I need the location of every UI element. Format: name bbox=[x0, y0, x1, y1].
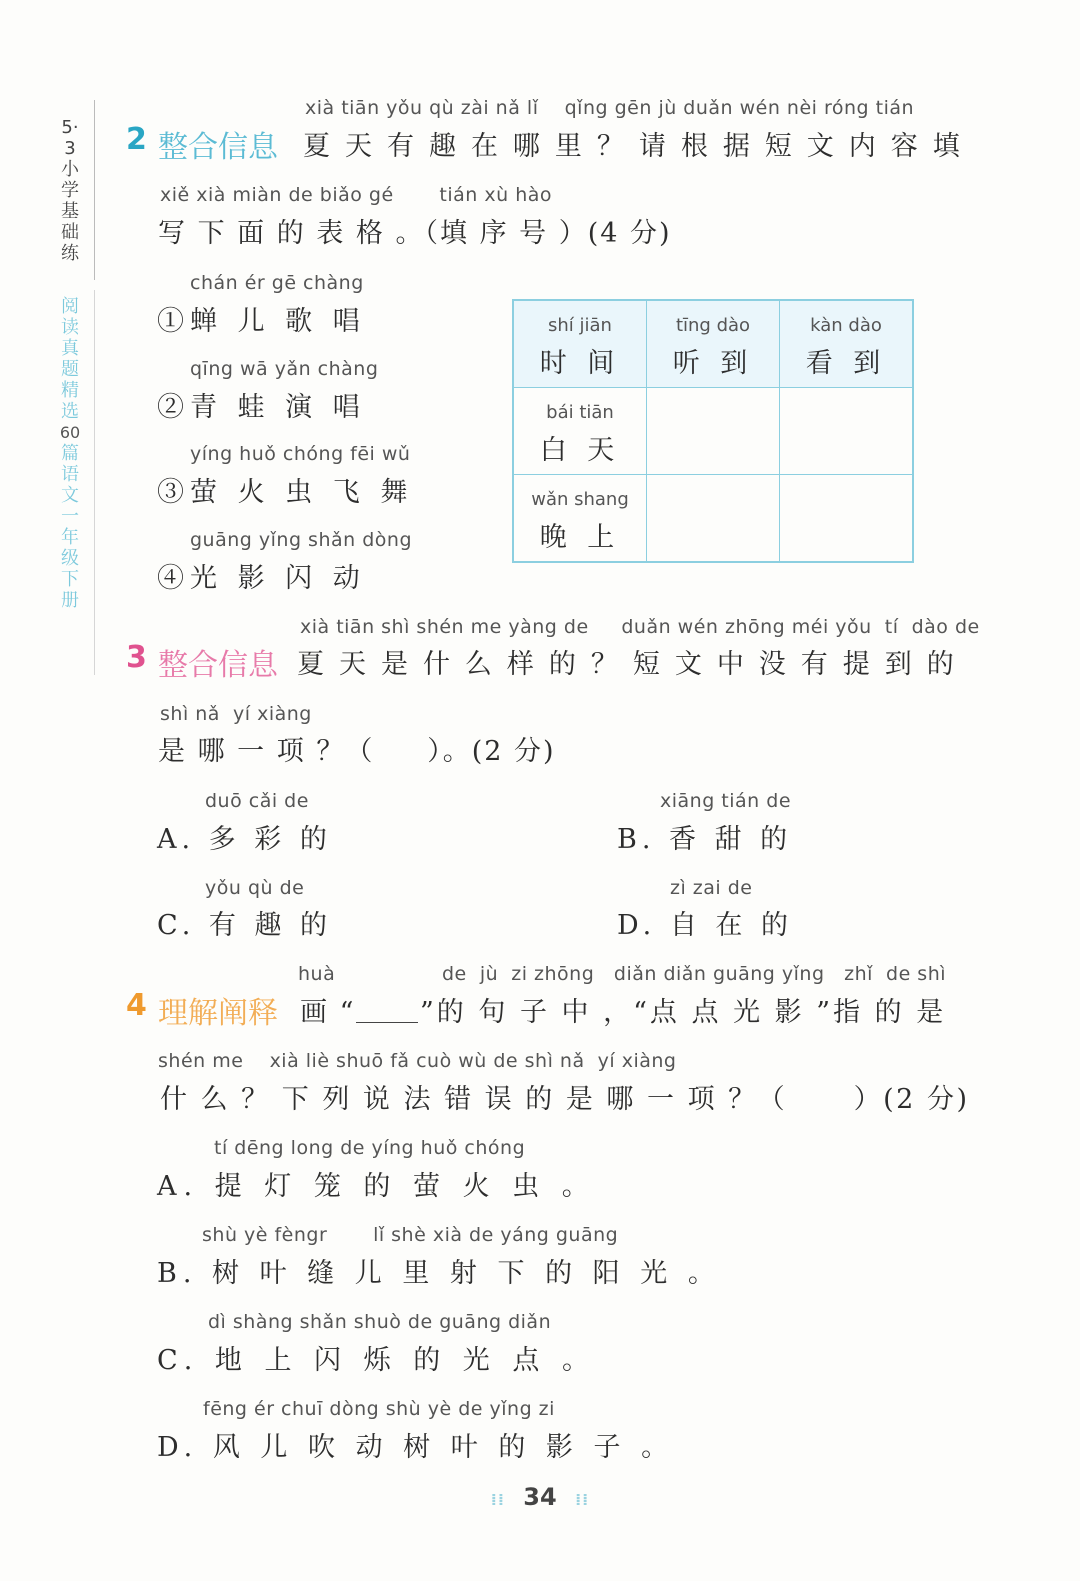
page-number-text: 34 bbox=[523, 1483, 557, 1511]
q4-option-c-pinyin: dì shàng shǎn shuò de guāng diǎn bbox=[208, 1311, 552, 1333]
q4-line1-text-a: 画 “ bbox=[300, 997, 356, 1028]
page-deco-left: ⁞⁞ bbox=[490, 1490, 505, 1509]
q4-option-a[interactable]: A. 提 灯 笼 的 萤 火 虫 。 bbox=[157, 1171, 596, 1202]
q4-number: 4 bbox=[126, 988, 147, 1023]
q4-option-b-pinyin: shù yè fèngr lǐ shè xià de yáng guāng bbox=[202, 1224, 619, 1246]
table-row-daytime-label bbox=[513, 388, 647, 475]
q3-tag: 整合信息 bbox=[158, 648, 278, 683]
q3-line2-pinyin: shì nǎ yí xiàng bbox=[160, 703, 312, 725]
q2-option-2: ②青 蛙 演 唱 bbox=[157, 392, 366, 423]
answer-cell-evening-heard[interactable] bbox=[647, 475, 780, 563]
answer-cell-daytime-seen[interactable] bbox=[780, 388, 914, 475]
table-row-daytime-pinyin: bái tiān bbox=[546, 402, 614, 423]
spine-book-number: 60 bbox=[59, 423, 81, 442]
table-header-time-pinyin: shí jiān bbox=[548, 315, 612, 336]
q4-option-d[interactable]: D. 风 儿 吹 动 树 叶 的 影 子 。 bbox=[157, 1432, 675, 1463]
q2-option-2-pinyin: qīng wā yǎn chàng bbox=[190, 358, 379, 380]
q3-option-c[interactable]: C. 有 趣 的 bbox=[157, 910, 333, 941]
q2-answer-table bbox=[512, 299, 914, 563]
answer-cell-evening-seen[interactable] bbox=[780, 475, 914, 563]
table-row-evening-label bbox=[513, 475, 647, 563]
q4-option-d-pinyin: fēng ér chuī dòng shù yè de yǐng zi bbox=[203, 1398, 555, 1420]
q4-line1-text-b: ”的 句 子 中 ，“点 点 光 影 ”指 的 是 bbox=[420, 997, 947, 1028]
page-deco-right: ⁞⁞ bbox=[575, 1490, 590, 1509]
q3-option-b-pinyin: xiāng tián de bbox=[660, 790, 792, 812]
q4-option-a-pinyin: tí dēng long de yíng huǒ chóng bbox=[214, 1137, 526, 1159]
q2-tag: 整合信息 bbox=[158, 130, 278, 165]
q4-tag: 理解阐释 bbox=[158, 996, 278, 1031]
spine-series-title: 5·3小学基础练 bbox=[61, 117, 79, 264]
table-header-seen bbox=[780, 300, 914, 388]
q4-option-b[interactable]: B. 树 叶 缝 儿 里 射 下 的 阳 光 。 bbox=[157, 1258, 721, 1289]
q2-number: 2 bbox=[126, 122, 147, 157]
table-header-time-text: 时 间 bbox=[539, 348, 621, 379]
table-header-seen-text: 看 到 bbox=[805, 348, 887, 379]
q3-option-a-pinyin: duō cǎi de bbox=[205, 790, 309, 812]
table-header-heard-pinyin: tīng dào bbox=[675, 315, 751, 336]
table-header-heard-text: 听 到 bbox=[672, 348, 754, 379]
q2-option-4: ④光 影 闪 动 bbox=[157, 563, 366, 594]
table-row-daytime bbox=[513, 388, 913, 475]
q2-line1-pinyin: xià tiān yǒu qù zài nǎ lǐ qǐng gēn jù duǎn wén nèi róng tián bbox=[305, 97, 915, 119]
q2-option-4-pinyin: guāng yǐng shǎn dòng bbox=[190, 529, 413, 551]
q2-option-1-pinyin: chán ér gē chàng bbox=[190, 272, 364, 294]
q4-option-c[interactable]: C. 地 上 闪 烁 的 光 点 。 bbox=[157, 1345, 596, 1376]
spine-divider-lower bbox=[94, 290, 95, 675]
table-header-heard bbox=[647, 300, 780, 388]
spine-book-suffix: 篇 语文 一年级下册 bbox=[61, 443, 79, 611]
q3-option-d-pinyin: zì zai de bbox=[670, 877, 753, 899]
q2-line2-text: 写 下 面 的 表 格 。（填 序 号 ）(4 分) bbox=[158, 218, 672, 249]
table-row-evening-text: 晚 上 bbox=[539, 522, 621, 553]
q4-line1-pinyin-a: huà bbox=[298, 963, 336, 985]
table-header-seen-pinyin: kàn dào bbox=[810, 315, 882, 336]
spine-book-prefix: 阅读真题精选 bbox=[61, 296, 79, 422]
q2-option-1: ①蝉 儿 歌 唱 bbox=[157, 306, 366, 337]
spine-book-title bbox=[58, 296, 82, 611]
q3-option-a[interactable]: A. 多 彩 的 bbox=[157, 824, 332, 855]
table-row-evening-pinyin: wǎn shang bbox=[531, 489, 629, 510]
q3-option-d[interactable]: D. 自 在 的 bbox=[617, 910, 794, 941]
table-row-daytime-text: 白 天 bbox=[539, 435, 621, 466]
q4-line2-text: 什 么 ？ 下 列 说 法 错 误 的 是 哪 一 项 ？（ ）(2 分) bbox=[160, 1084, 970, 1115]
q2-line1-text: 夏 天 有 趣 在 哪 里 ？ 请 根 据 短 文 内 容 填 bbox=[303, 131, 963, 162]
table-header-row bbox=[513, 300, 913, 388]
q3-line1-pinyin: xià tiān shì shén me yàng de duǎn wén zhōng méi yǒu tí dào de bbox=[300, 616, 980, 638]
q3-line2-text: 是 哪 一 项 ？（ ）。(2 分) bbox=[158, 736, 556, 767]
spine-divider bbox=[94, 100, 95, 280]
q2-option-3: ③萤 火 虫 飞 舞 bbox=[157, 477, 414, 508]
table-row-evening bbox=[513, 475, 913, 563]
q3-line1-text: 夏 天 是 什 么 样 的 ？ 短 文 中 没 有 提 到 的 bbox=[297, 649, 957, 680]
q2-option-3-pinyin: yíng huǒ chóng fēi wǔ bbox=[190, 443, 411, 465]
q4-line2-pinyin: shén me xià liè shuō fǎ cuò wù de shì nǎ yí xiàng bbox=[158, 1050, 677, 1072]
answer-cell-daytime-heard[interactable] bbox=[647, 388, 780, 475]
page-number bbox=[0, 1483, 1080, 1511]
table-header-time bbox=[513, 300, 647, 388]
q4-line1-pinyin-b: de jù zi zhōng diǎn diǎn guāng yǐng zhǐ de shì bbox=[442, 963, 947, 985]
q3-option-c-pinyin: yǒu qù de bbox=[205, 877, 305, 899]
q3-option-b[interactable]: B. 香 甜 的 bbox=[617, 824, 793, 855]
q4-fill-blank[interactable] bbox=[356, 1022, 418, 1023]
q2-line2-pinyin: xiě xià miàn de biǎo gé tián xù hào bbox=[160, 184, 553, 206]
q3-number: 3 bbox=[126, 640, 147, 675]
